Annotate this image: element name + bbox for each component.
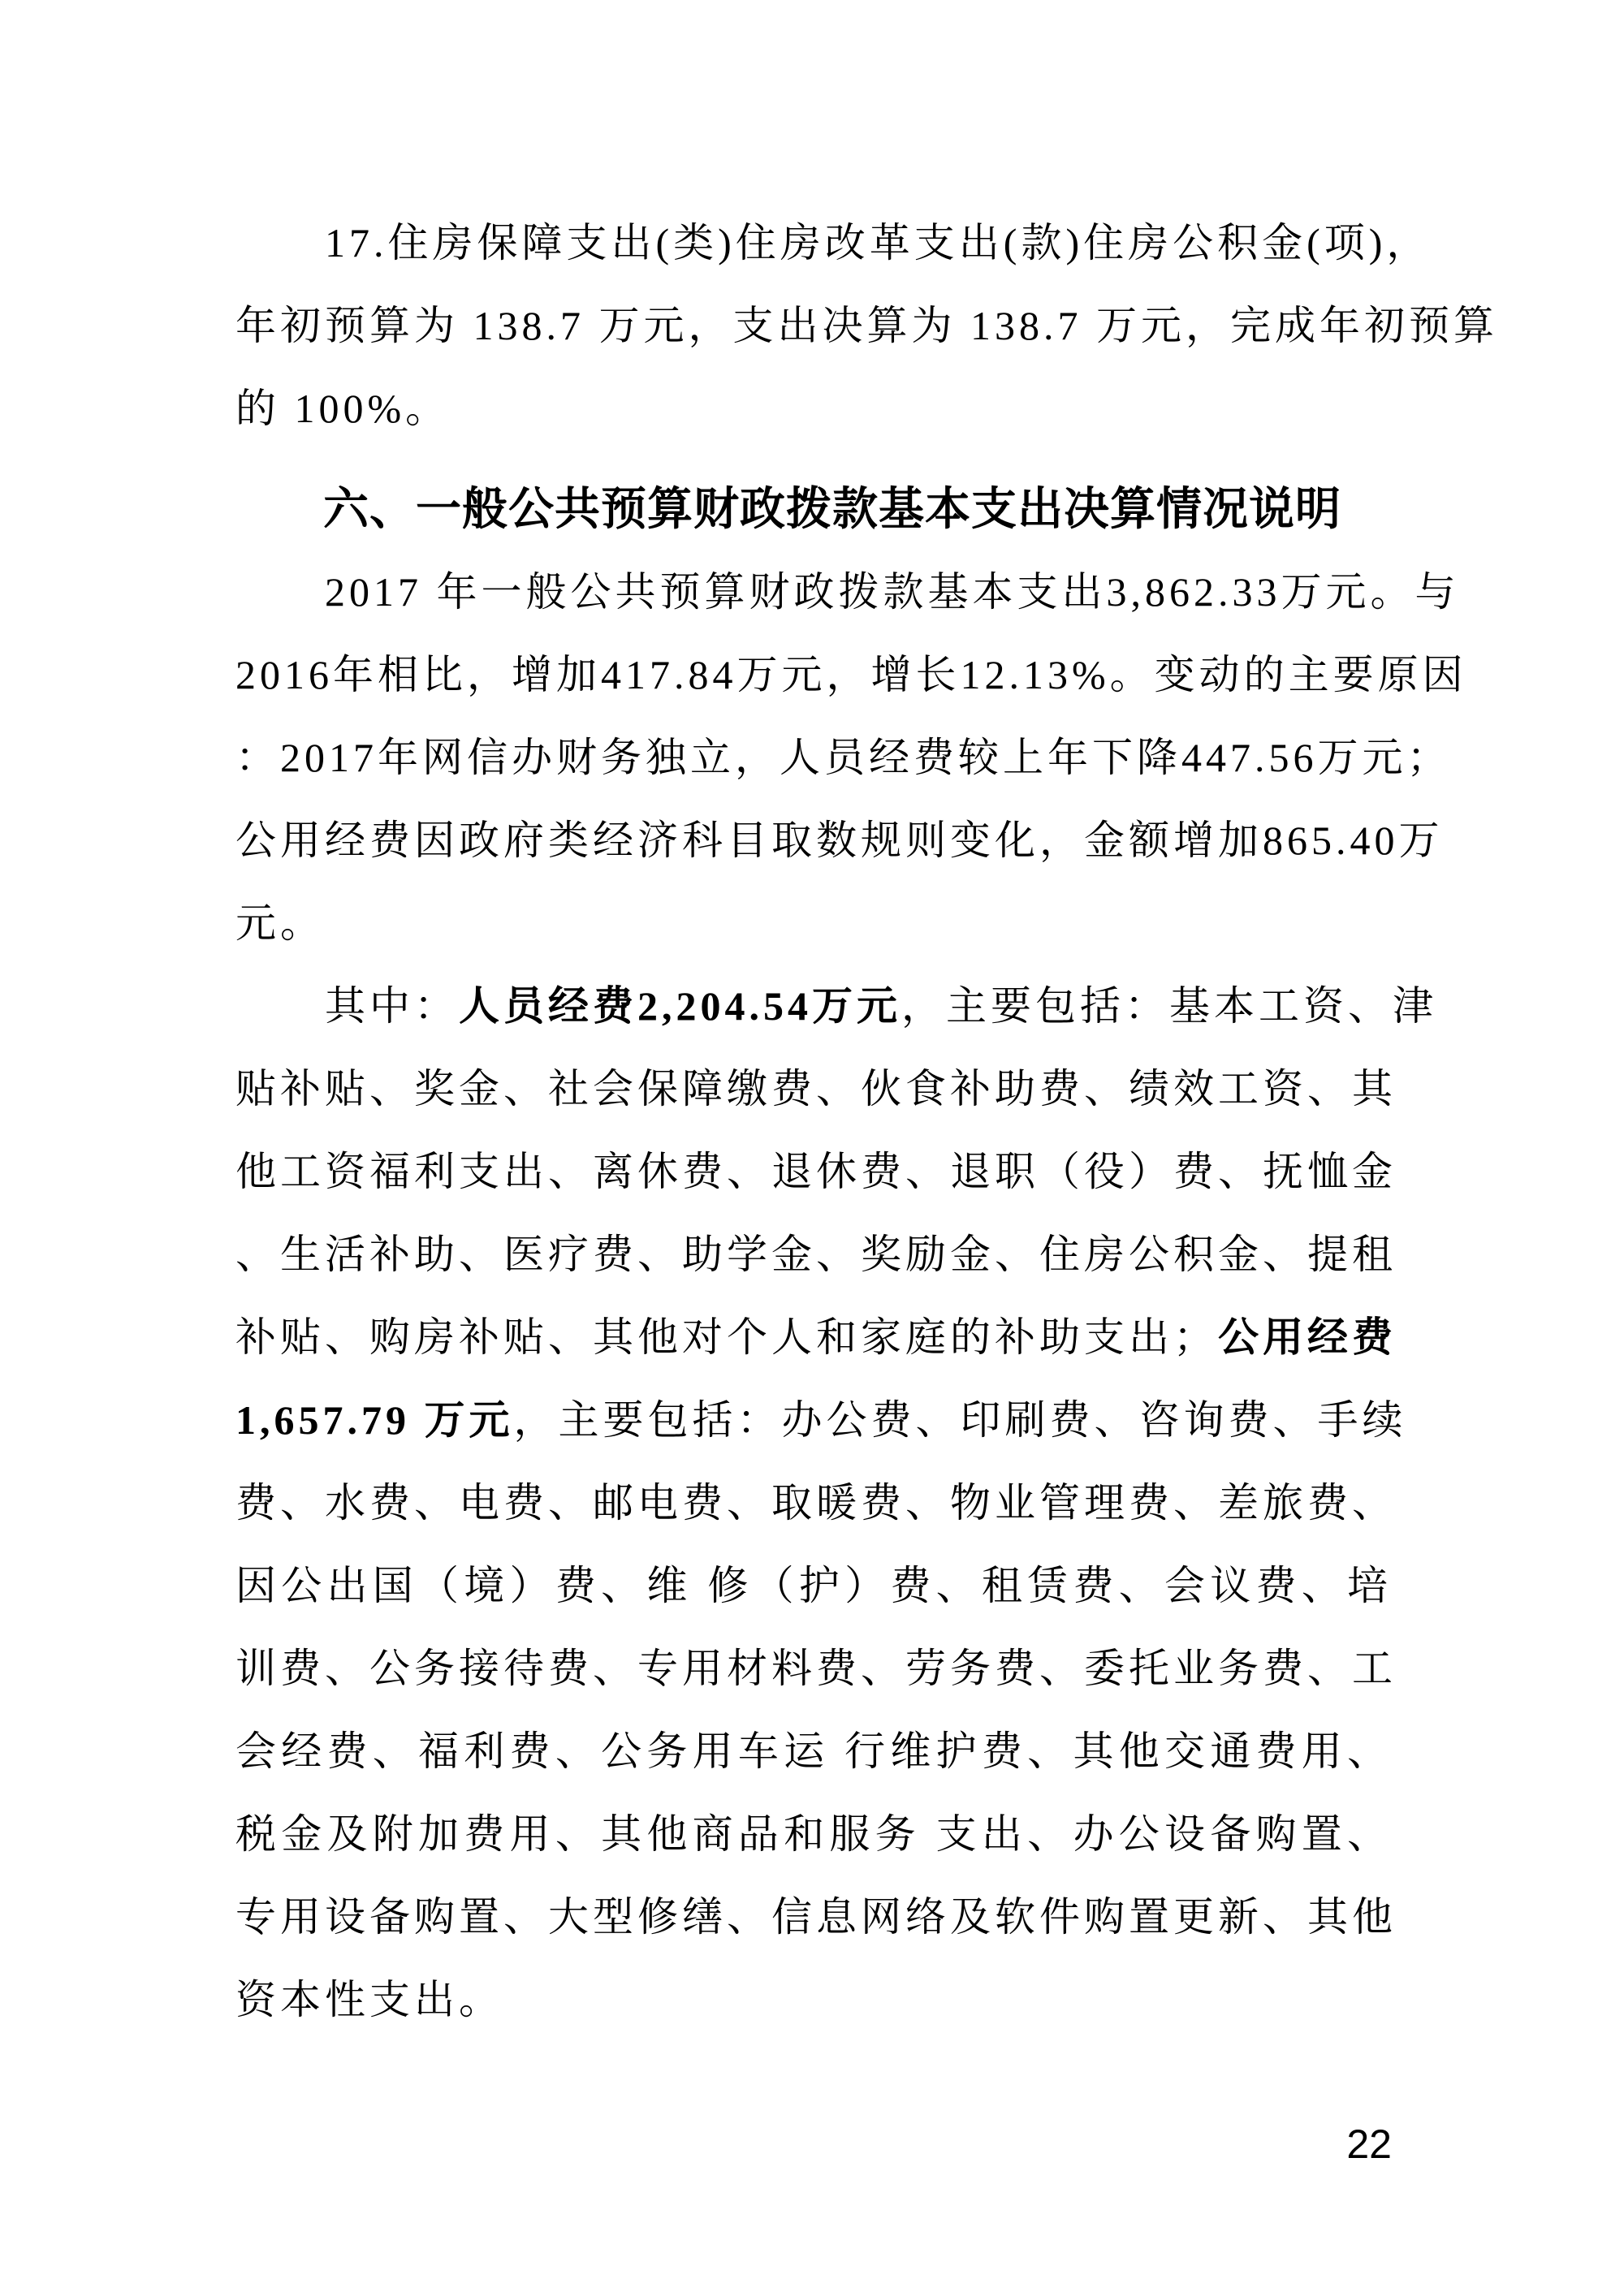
body-line: 2016年相比，增加417.84万元，增长12.13%。变动的主要原因 (235, 652, 1467, 697)
body-line: 专用设备购置、大型修缮、信息网络及软件购置更新、其他 (235, 1894, 1397, 1940)
body-line (235, 965, 1437, 1047)
body-line: 元。 (235, 900, 325, 946)
body-line: 、生活补助、医疗费、助学金、奖励金、住房公积金、提租 (235, 1232, 1397, 1277)
body-line: 因公出国（境）费、维 修（护）费、租赁费、会议费、培 (235, 1563, 1392, 1608)
body-line: 公用经费因政府类经济科目取数规则变化，金额增加865.40万 (235, 818, 1444, 863)
body-line: 17.住房保障支出(类)住房改革支出(款)住房公积金(项)， (325, 220, 1432, 265)
body-line: 的 100%。 (235, 386, 451, 431)
body-line: 年初预算为 138.7 万元，支出决算为 138.7 万元，完成年初预算 (235, 303, 1498, 348)
body-segment-bold: 1,657.79 万元 (235, 1397, 514, 1443)
body-line: 资本性支出。 (235, 1977, 503, 2022)
body-segment: ，主要包括：基本工资、津 (901, 983, 1437, 1029)
body-line: 训费、公务接待费、专用材料费、劳务费、委托业务费、工 (235, 1646, 1397, 1691)
body-line: 税金及附加费用、其他商品和服务 支出、办公设备购置、 (235, 1811, 1392, 1857)
page-number: 22 (1346, 2121, 1392, 2167)
body-line: 他工资福利支出、离休费、退休费、退职（役）费、抚恤金 (235, 1149, 1397, 1194)
section-heading: 六、一般公共预算财政拨款基本支出决算情况说明 (323, 483, 1341, 534)
body-line (235, 1296, 1397, 1379)
body-segment: 补贴、购房补贴、其他对个人和家庭的补助支出； (235, 1314, 1218, 1360)
body-segment-bold: 公用经费 (1218, 1314, 1397, 1360)
body-segment-bold: 人员经费2,204.54万元 (459, 983, 901, 1029)
text-block (235, 201, 1498, 2041)
body-line: ：2017年网信办财务独立，人员经费较上年下降447.56万元； (235, 735, 1452, 780)
body-line: 2017 年一般公共预算财政拨款基本支出3,862.33万元。与 (325, 569, 1460, 615)
body-line: 贴补贴、奖金、社会保障缴费、伙食补助费、绩效工资、其 (235, 1066, 1397, 1111)
body-segment: 其中： (325, 983, 459, 1029)
body-line: 会经费、福利费、公务用车运 行维护费、其他交通费用、 (235, 1728, 1392, 1774)
body-segment: ，主要包括：办公费、印刷费、咨询费、手续 (513, 1397, 1407, 1443)
body-line: 费、水费、电费、邮电费、取暖费、物业管理费、差旅费、 (235, 1480, 1397, 1526)
body-line (235, 1379, 1407, 1461)
